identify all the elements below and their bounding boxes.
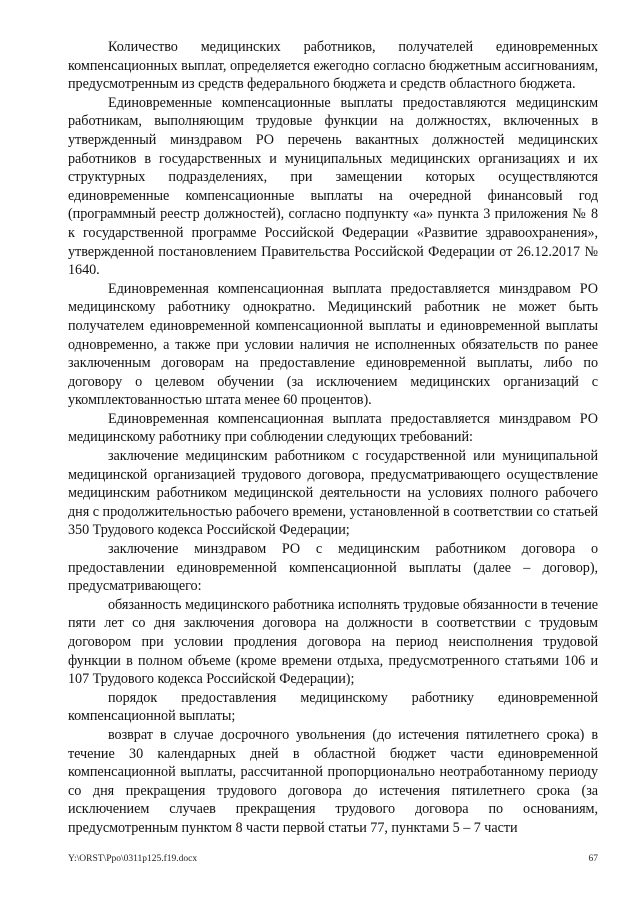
- paragraph: Единовременная компенсационная выплата предоставляется минздравом РО медицинскому работнику при соблюдении следующих требований:: [68, 410, 598, 446]
- paragraph: обязанность медицинского работника исполнять трудовые обязанности в течение пяти лет со дня заключения договора на должности в соответствии с трудовым договором при условии продления договора на период неисполнения трудовой функции в полном объеме (кроме времени отдыха, предусмотренного статьями 106 и 107 Трудового кодекса Российской Федерации);: [68, 596, 598, 688]
- paragraph: Единовременная компенсационная выплата предоставляется минздравом РО медицинскому работнику однократно. Медицинский работник не может быть получателем единовременной компенсационной выплаты и единовременной выплаты одновременно, а также при условии наличия не исполненных обязательств по ранее заключенным договорам на предоставление единовременной выплаты, либо по договору о целевом обучении (за исключением медицинских организаций с укомплектованностью штата менее 60 процентов).: [68, 280, 598, 409]
- footer-page-number: 67: [588, 854, 598, 864]
- paragraph: заключение медицинским работником с государственной или муниципальной медицинской организацией трудового договора, предусматривающего осуществление медицинским работником медицинской деятельности на условиях полного рабочего дня с продолжительностью рабочего времени, установленной в соответствии со статьей 350 Трудового кодекса Российской Федерации;: [68, 448, 598, 539]
- paragraph: Единовременные компенсационные выплаты предоставляются медицинским работникам, выполняющим трудовые функции на должностях, включенных в утвержденный минздравом РО перечень вакантных должностей медицинских работников в государственных и муниципальных медицинских организациях и их структурных подразделениях, при замещении которых осуществляются единовременные компенсационные выплаты на очередной финансовый год (программный реестр должностей), согласно подпункту «а» пункта 3 приложения № 8 к государственной программе Российской Федерации «Развитие здравоохранения», утвержденной постановлением Правительства Российской Федерации от 26.12.2017 № 1640.: [68, 94, 598, 279]
- document-body: [68, 38, 598, 838]
- paragraph: порядок предоставления медицинскому работнику единовременной компенсационной выплаты;: [68, 689, 598, 725]
- paragraph: заключение минздравом РО с медицинским работником договора о предоставлении единовременной компенсационной выплаты (далее – договор), предусматривающего:: [68, 541, 598, 595]
- paragraph: Количество медицинских работников, получателей единовременных компенсационных выплат, определяется ежегодно согласно бюджетным ассигнованиям, предусмотренным из средств федерального бюджета и средств областного бюджета.: [68, 39, 598, 93]
- paragraph: возврат в случае досрочного увольнения (до истечения пятилетнего срока) в течение 30 календарных дней в областной бюджет части единовременной компенсационной выплаты, рассчитанной пропорционально неотработанному периоду со дня прекращения трудового договора до истечения пятилетнего срока (за исключением случаев прекращения трудового договора по основаниям, предусмотренным пунктом 8 части первой статьи 77, пунктами 5 – 7 части: [68, 726, 598, 836]
- footer-file-path: Y:\ORST\Ppo\0311p125.f19.docx: [68, 854, 198, 864]
